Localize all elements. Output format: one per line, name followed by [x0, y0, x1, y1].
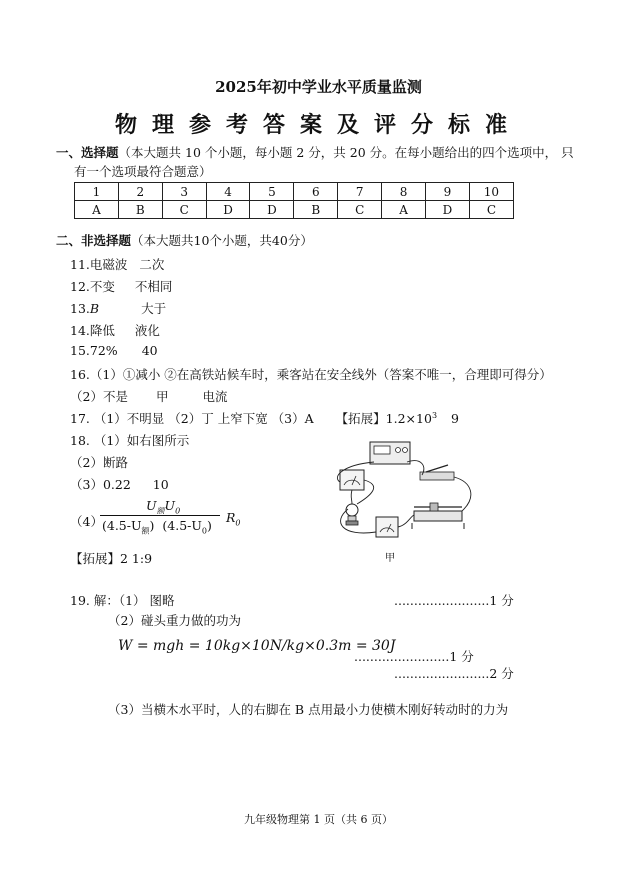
answer-18-part2: （2）断路: [70, 455, 128, 470]
q17-exponent: 3: [431, 410, 438, 420]
q18-num-sub-rated: 额: [156, 506, 165, 516]
document-subtitle: 物理参考答案及评分标准: [114, 112, 522, 138]
q18-part4-label: （4）: [70, 514, 103, 529]
section2-desc: （本大题共10个小题，共40分）: [131, 233, 313, 248]
answer-cell: A: [382, 201, 426, 219]
q18-formula-r0: [226, 510, 241, 528]
answer-cell: C: [162, 201, 206, 219]
q16-part2-b: 甲: [155, 389, 169, 404]
q16-part2-c: 电流: [202, 389, 228, 404]
q14-answer2: 液化: [134, 323, 160, 338]
q17-parts: 17. （1）不明显 （2）丁 上窄下宽 （3）A: [70, 411, 314, 426]
document-title: 2025年初中学业水平质量监测: [215, 78, 422, 96]
answer-cell: B: [118, 201, 162, 219]
q15-answer1: 72%: [89, 343, 118, 358]
rheostat-icon: [412, 503, 464, 529]
q18-part3-a: （3）0.22: [70, 477, 131, 492]
q18-den-b-sub: 0: [201, 526, 208, 536]
answer-table: [74, 182, 514, 219]
q18-den-a-sub: 额: [141, 526, 150, 536]
section1-desc-line1: （本大题共 10 个小题，每小题 2 分，共 20 分。在每小题给出的四个选项中， 只: [118, 145, 574, 160]
question-number-cell: 6: [294, 183, 338, 201]
q18-formula-numerator: [146, 498, 180, 517]
q18-r-sub: 0: [235, 518, 241, 528]
q15-number: 15.: [70, 343, 90, 358]
q11-answer2: 二次: [139, 257, 165, 272]
q18-num-sub-0: 0: [175, 506, 181, 516]
answer-14: [70, 321, 160, 339]
q13-answer1: B: [89, 301, 100, 316]
q17-extension: 【拓展】1.2×10: [335, 411, 432, 426]
q12-number: 12.: [70, 279, 90, 294]
answer-table-number-row: [75, 183, 514, 201]
ammeter-icon: [376, 517, 398, 537]
circuit-diagram: [312, 437, 482, 567]
fraction-line: [100, 515, 220, 516]
q11-number: 11.: [70, 257, 90, 272]
answer-12: [70, 277, 172, 295]
question-number-cell: 7: [338, 183, 382, 201]
answer-19-line1: 19. 解：（1） 图略: [70, 593, 175, 608]
question-number-cell: 8: [382, 183, 426, 201]
score-3: ........................2 分: [394, 666, 514, 681]
answer-cell: C: [338, 201, 382, 219]
answer-13: [70, 299, 166, 317]
page-footer: 九年级物理第 1 页（共 6 页）: [244, 813, 393, 826]
score-2: ........................1 分: [354, 649, 474, 664]
q18-r: R: [226, 510, 236, 525]
answer-table-answer-row: [75, 201, 514, 219]
question-number-cell: 3: [162, 183, 206, 201]
q16-part2: （2）不是: [70, 389, 128, 404]
q12-answer2: 不相同: [134, 279, 173, 294]
score-1: ........................1 分: [394, 593, 514, 608]
answer-19-line2: （2）碰头重力做的功为: [108, 613, 241, 628]
q18-den-a: (4.5-U: [102, 518, 142, 533]
question-number-cell: 9: [425, 183, 469, 201]
question-number-cell: 10: [469, 183, 513, 201]
section1-heading: 一、选择题: [56, 145, 119, 160]
answer-cell: C: [469, 201, 513, 219]
section2-heading: 二、非选择题: [56, 233, 132, 248]
answer-cell: D: [425, 201, 469, 219]
bulb-icon: [346, 504, 358, 525]
q15-answer2: 40: [141, 343, 158, 358]
voltmeter-icon: [340, 470, 364, 490]
section2-line: [56, 231, 313, 249]
q12-answer1: 不变: [89, 279, 115, 294]
answer-16-line2: [70, 387, 227, 405]
answer-19-line3: （3）当横木水平时，人的右脚在 B 点用最小力使横木刚好转动时的力为: [108, 702, 509, 717]
q18-den-b: (4.5-U: [162, 518, 202, 533]
answer-cell: D: [206, 201, 250, 219]
q14-number: 14.: [70, 323, 90, 338]
section1-line1: [56, 143, 574, 161]
switch-icon: [420, 465, 454, 480]
power-supply-icon: [370, 442, 410, 464]
section1-desc-line2: 有一个选项最符合题意）: [74, 164, 212, 179]
question-number-cell: 5: [250, 183, 294, 201]
answer-18-part1: 18. （1）如右图所示: [70, 433, 190, 448]
question-number-cell: 2: [118, 183, 162, 201]
work-equation: W = mgh = 10kg×10N/kg×0.3m = 30J: [118, 638, 396, 654]
answer-17: [70, 409, 459, 427]
q13-answer2: 大于: [141, 301, 167, 316]
answer-15: [70, 343, 158, 358]
q18-num-u0: U: [164, 498, 176, 513]
q14-answer1: 降低: [89, 323, 115, 338]
answer-cell: D: [250, 201, 294, 219]
q11-answer1: 电磁波: [89, 257, 128, 272]
question-number-cell: 4: [206, 183, 250, 201]
figure-caption: 甲: [385, 553, 395, 564]
q18-num-u: U: [146, 498, 157, 513]
question-number-cell: 1: [75, 183, 119, 201]
answer-18-part3: [70, 475, 169, 493]
answer-18-extension: 【拓展】2 1:9: [70, 551, 153, 566]
q17-extension-value: 9: [451, 411, 459, 426]
q13-number: 13.: [70, 301, 90, 316]
q18-formula-denominator: $(4.5-U_额)$ $(4.5-U_0)$: [102, 518, 212, 536]
answer-cell: A: [75, 201, 119, 219]
answer-16-line1: 16.（1）①减小 ②在高铁站候车时，乘客站在安全线外（答案不唯一，合理即可得分）: [70, 367, 552, 382]
answer-cell: B: [294, 201, 338, 219]
answer-11: [70, 255, 164, 273]
q18-part3-b: 10: [152, 477, 169, 492]
